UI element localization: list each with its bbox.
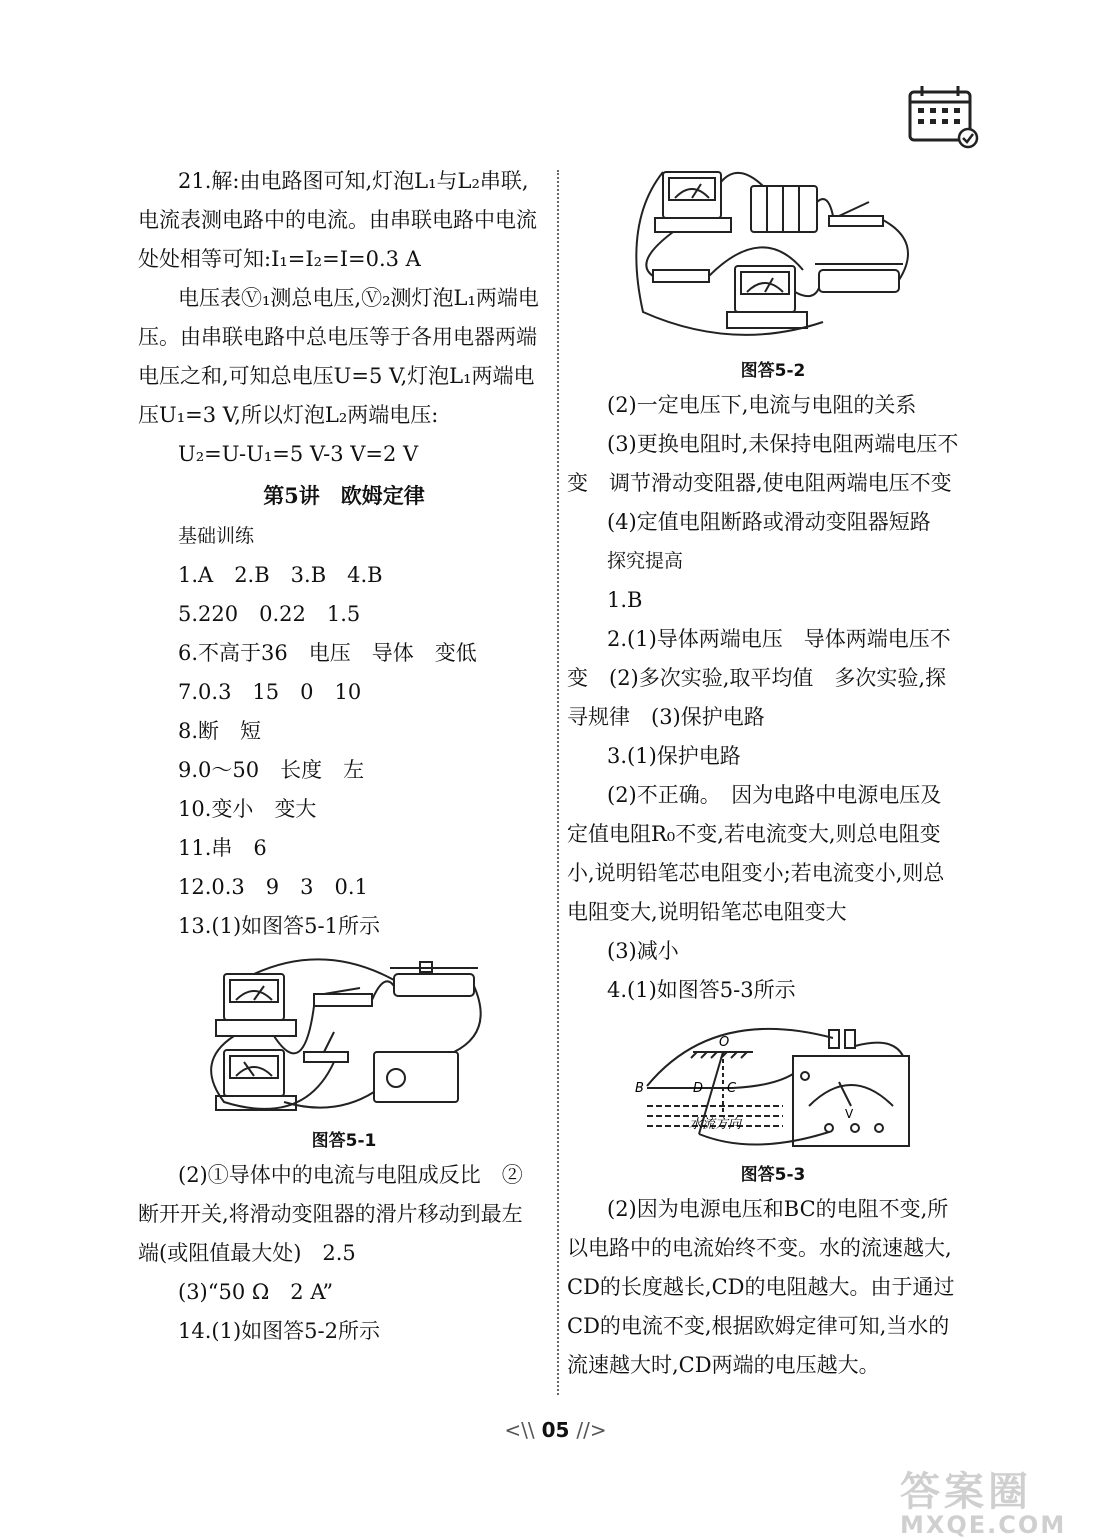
q21-line: 压U₁=3 V,所以灯泡L₂两端电压: [138,403,439,427]
q21-line: 21.解:由电路图可知,灯泡L₁与L₂串联, [178,169,529,193]
fig3-label-flow: 水流方向 [689,1117,742,1132]
answer-line: 1.A 2.B 3.B 4.B [178,563,383,587]
answer-line: 9.0～50 长度 左 [178,758,365,782]
q4-line: 流速越大时,CD两端的电压越大。 [567,1353,880,1377]
explore-line: 1.B [607,588,643,612]
fig3-label-b: B [635,1081,644,1096]
figure-5-3 [633,1016,913,1156]
watermark-line2: MXQE.COM [900,1511,1067,1539]
answer-line: 5.220 0.22 1.5 [178,602,361,626]
explore-line: 小,说明铅笔芯电阻变小;若电流变小,则总 [567,861,945,885]
figure-5-1 [194,952,494,1122]
q14-line: 变 调节滑动变阻器,使电阻两端电压不变 [567,471,952,495]
figure-5-2 [623,162,923,352]
explore-line: 变 (2)多次实验,取平均值 多次实验,探 [567,666,947,690]
fig3-label-o: O [719,1035,730,1050]
circuit-5-1-drawing [194,952,494,1122]
q14-line: (4)定值电阻断路或滑动变阻器短路 [607,510,931,534]
page-number-left-bracket: <\\ [504,1418,535,1442]
explore-line: 定值电阻R₀不变,若电流变大,则总电阻变 [567,822,941,846]
circuit-5-3-drawing [633,1016,913,1156]
fig3-caption: 图答5-3 [740,1165,806,1185]
section-explore: 探究提高 [607,550,684,572]
fig2-caption: 图答5-2 [740,361,806,381]
fig3-label-c: C [727,1081,737,1096]
q13-line: 14.(1)如图答5-2所示 [178,1319,380,1343]
lecture-title: 第5讲 欧姆定律 [263,483,425,508]
answer-line: 10.变小 变大 [178,797,317,821]
answer-line: 8.断 短 [178,719,262,743]
q21-line: 压。由串联电路中总电压等于各用电器两端 [138,325,537,349]
q14-line: (3)更换电阻时,未保持电阻两端电压不 [607,432,959,456]
answer-line: 13.(1)如图答5-1所示 [178,914,380,938]
page-number-value: 05 [541,1418,570,1442]
fig3-label-v: V [845,1107,854,1121]
explore-line: (3)减小 [607,939,679,963]
circuit-5-2-drawing [623,162,923,352]
explore-line: 电阻变大,说明铅笔芯电阻变大 [567,900,847,924]
column-divider [557,170,559,1395]
q4-line: 以电路中的电流始终不变。水的流速越大, [567,1236,952,1260]
fig1-caption: 图答5-1 [311,1131,377,1151]
answer-line: 11.串 6 [178,836,267,860]
q21-line: U₂=U-U₁=5 V-3 V=2 V [178,442,419,466]
explore-line: 4.(1)如图答5-3所示 [607,978,796,1002]
section-basic: 基础训练 [178,525,255,547]
answer-line: 7.0.3 15 0 10 [178,680,362,704]
page-number-right-bracket: //> [576,1418,607,1442]
q21-line: 处处相等可知:I₁=I₂=I=0.3 A [138,247,421,271]
q4-line: CD的电流不变,根据欧姆定律可知,当水的 [567,1314,950,1338]
q14-line: (2)一定电压下,电流与电阻的关系 [607,393,917,417]
answer-line: 6.不高于36 电压 导体 变低 [178,641,477,665]
watermark-logo [900,1460,1100,1539]
q13-line: 断开开关,将滑动变阻器的滑片移动到最左 [138,1202,523,1226]
right-column [567,162,979,1385]
q4-line: CD的长度越长,CD的电阻越大。由于通过 [567,1275,955,1299]
q13-line: 端(或阻值最大处) 2.5 [138,1241,356,1265]
q13-line: (3)“50 Ω 2 A” [178,1280,334,1304]
explore-line: 2.(1)导体两端电压 导体两端电压不 [607,627,951,651]
answer-line: 12.0.3 9 3 0.1 [178,875,368,899]
watermark-line1: 答案圈 [900,1469,1032,1515]
explore-line: (2)不正确。 因为电路中电源电压及 [607,783,942,807]
explore-line: 3.(1)保护电路 [607,744,741,768]
q21-line: 电压表Ⓥ₁测总电压,Ⓥ₂测灯泡L₁两端电 [178,286,539,310]
q4-line: (2)因为电源电压和BC的电阻不变,所 [607,1197,949,1221]
fig3-label-d: D [693,1081,704,1096]
q21-line: 电压之和,可知总电压U=5 V,灯泡L₁两端电 [138,364,535,388]
q21-line: 电流表测电路中的电流。由串联电路中电流 [138,208,537,232]
explore-line: 寻规律 (3)保护电路 [567,705,765,729]
calendar-icon [906,84,982,154]
page-number [0,1418,1111,1442]
q13-line: (2)①导体中的电流与电阻成反比 ② [178,1163,523,1187]
left-column [138,162,550,1351]
